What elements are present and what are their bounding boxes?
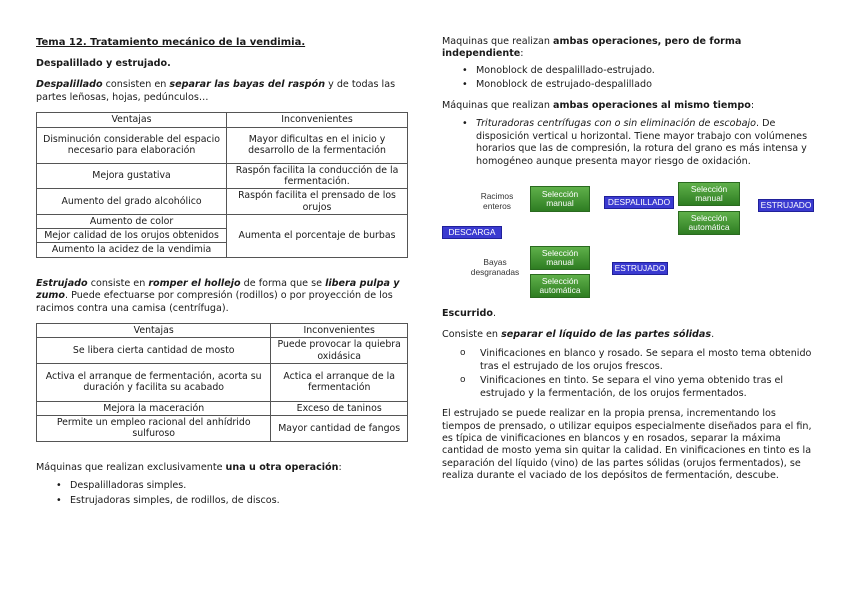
table-row: [37, 214, 408, 228]
estrujado-term: Estrujado: [36, 277, 88, 289]
ambas-independiente-bold: ambas operaciones, pero de forma independiente: [442, 36, 742, 60]
section-heading-despalillado-estrujado: Despalillado y estrujado.: [36, 58, 171, 69]
escurrido-heading: Escurrido.: [442, 308, 497, 320]
table-cell: Mejor calidad de los orujos obtenidos: [37, 229, 227, 243]
table-cell: Mejora gustativa: [37, 163, 227, 189]
diagram-box-despalillado: DESPALILLADO: [604, 196, 674, 209]
estrujado-emphasis-2: libera pulpa y zumo: [36, 277, 400, 302]
maquinas-exclusivas-list: [56, 480, 408, 507]
diagram-box-estrujado: ESTRUJADO: [758, 199, 814, 212]
table-cell: Mejora la maceración: [37, 401, 271, 415]
list-item: • Despalilladoras simples.: [56, 480, 408, 492]
table-cell: Aumento de color: [37, 214, 227, 228]
table-cell: Aumento la acidez de la vendimia: [37, 243, 227, 257]
table-row: [37, 338, 408, 364]
diagram-box-descarga: DESCARGA: [442, 226, 502, 239]
table-header-row: [37, 113, 408, 127]
list-item: o Vinificaciones en blanco y rosado. Se separa el mosto tema obtenido tras el estrujado de los orujos frescos.: [460, 348, 814, 373]
table-header-ventajas: Ventajas: [37, 113, 227, 127]
diagram-box-seleccion-manual: Selección manual: [530, 186, 590, 212]
table-cell: Aumento del grado alcohólico: [37, 189, 227, 215]
diagram-box-seleccion-manual: Selección manual: [678, 182, 740, 206]
maquinas-exclusivas-bold: una u otra operación: [225, 461, 339, 473]
table-cell: Exceso de taninos: [271, 401, 408, 415]
process-diagram: [442, 182, 814, 296]
despalillado-table: [36, 112, 408, 257]
table-cell: Puede provocar la quiebra oxidásica: [271, 338, 408, 364]
ambas-independiente-paragraph: Maquinas que realizan ambas operaciones, pero de forma independiente:: [442, 36, 742, 60]
mismo-tiempo-paragraph: Máquinas que realizan ambas operaciones al mismo tiempo:: [442, 99, 755, 111]
trituradoras-emphasis: Trituradoras centrífugas con o sin eliminación de escobajo: [476, 118, 757, 130]
despalillado-term: Despalillado: [36, 79, 103, 91]
list-item: • Monoblock de despalillado-estrujado.: [462, 65, 814, 77]
left-column: [36, 36, 408, 515]
table-row: [37, 363, 408, 401]
escurrido-title: Escurrido: [442, 308, 493, 320]
table-cell: Se libera cierta cantidad de mosto: [37, 338, 271, 364]
table-cell: Actica el arranque de la fermentación: [271, 363, 408, 401]
table-header-ventajas: Ventajas: [37, 324, 271, 338]
table-cell: Aumenta el porcentaje de burbas: [227, 214, 408, 257]
table-cell: Disminución considerable del espacio necesario para elaboración: [37, 127, 227, 163]
table-cell: Mayor cantidad de fangos: [271, 416, 408, 442]
table-cell: Activa el arranque de fermentación, acorta su duración y facilita su acabado: [37, 363, 271, 401]
diagram-label-bayas: Bayas desgranadas: [470, 257, 520, 277]
table-header-inconvenientes: Inconvenientes: [227, 113, 408, 127]
diagram-box-seleccion-automatica: Selección automática: [530, 274, 590, 298]
diagram-box-seleccion-automatica: Selección automática: [678, 211, 740, 235]
escurrido-paragraph: Consiste en separar el líquido de las partes sólidas.: [442, 328, 715, 340]
table-row: [37, 163, 408, 189]
escurrido-emphasis: separar el líquido de las partes sólidas: [501, 328, 712, 340]
final-paragraph: El estrujado se puede realizar en la propia prensa, incrementando los tiempos de prensado, o utilizar equipos especialmente diseñados para el fin, es típica de vinificaciones en blancos y en rosados, separar la máxima cantidad de mosto yema sin quitar la calidad. En vinificaciones en tinto es la separación del líquido (vino) de las partes sólidas (orujos fermentados), se realiza durante el vaciado de los depósitos de fermentación, descube.: [442, 408, 812, 482]
list-item: • Estrujadoras simples, de rodillos, de discos.: [56, 495, 408, 507]
list-item: • Monoblock de estrujado-despalillado: [462, 79, 814, 91]
table-cell: Raspón facilita la conducción de la fermentación.: [227, 163, 408, 189]
despalillado-paragraph: Despalillado consisten en separar las bayas del raspón y de todas las partes leñosas, hojas, pedúnculos…: [36, 79, 396, 103]
estrujado-emphasis-1: romper el hollejo: [148, 277, 241, 289]
table-row: [37, 189, 408, 215]
list-item: • Trituradoras centrífugas con o sin eliminación de escobajo. De disposición vertical u horizontal. Tiene mayor trabajo con volúmenes horarios que las de compresión, la rotura del grano es más intensa y homogéneo aunque presenta mayor riesgo de oxidación.: [462, 118, 814, 168]
mismo-tiempo-list: [462, 118, 814, 168]
despalillado-emphasis: separar las bayas del raspón: [169, 79, 326, 91]
estrujado-paragraph: Estrujado consiste en romper el hollejo de forma que se libera pulpa y zumo. Puede efectuarse por compresión (rodillos) o por proyección de los racimos contra una camisa (centrífuga).: [36, 277, 400, 314]
table-row: [37, 416, 408, 442]
table-row: [37, 401, 408, 415]
escurrido-list: [460, 348, 814, 400]
table-cell: Permite un empleo racional del anhídrido sulfuroso: [37, 416, 271, 442]
maquinas-exclusivas-paragraph: Máquinas que realizan exclusivamente una u otra operación:: [36, 461, 342, 473]
table-cell: Raspón facilita el prensado de los orujos: [227, 189, 408, 215]
diagram-box-seleccion-manual: Selección manual: [530, 246, 590, 270]
table-header-row: [37, 324, 408, 338]
page-title: Tema 12. Tratamiento mecánico de la vendimia.: [36, 37, 306, 48]
list-item: o Vinificaciones en tinto. Se separa el vino yema obtenido tras el estrujado y la fermentación, de los orujos fermentados.: [460, 375, 814, 400]
diagram-label-racimos: Racimos enteros: [480, 191, 514, 211]
table-row: [37, 127, 408, 163]
right-column: [442, 36, 814, 491]
table-cell: Mayor dificultas en el inicio y desarrollo de la fermentación: [227, 127, 408, 163]
estrujado-table: [36, 323, 408, 442]
mismo-tiempo-bold: ambas operaciones al mismo tiempo: [553, 99, 751, 111]
table-header-inconvenientes: Inconvenientes: [271, 324, 408, 338]
ambas-independiente-list: [462, 65, 814, 92]
diagram-box-estrujado: ESTRUJADO: [612, 262, 668, 275]
